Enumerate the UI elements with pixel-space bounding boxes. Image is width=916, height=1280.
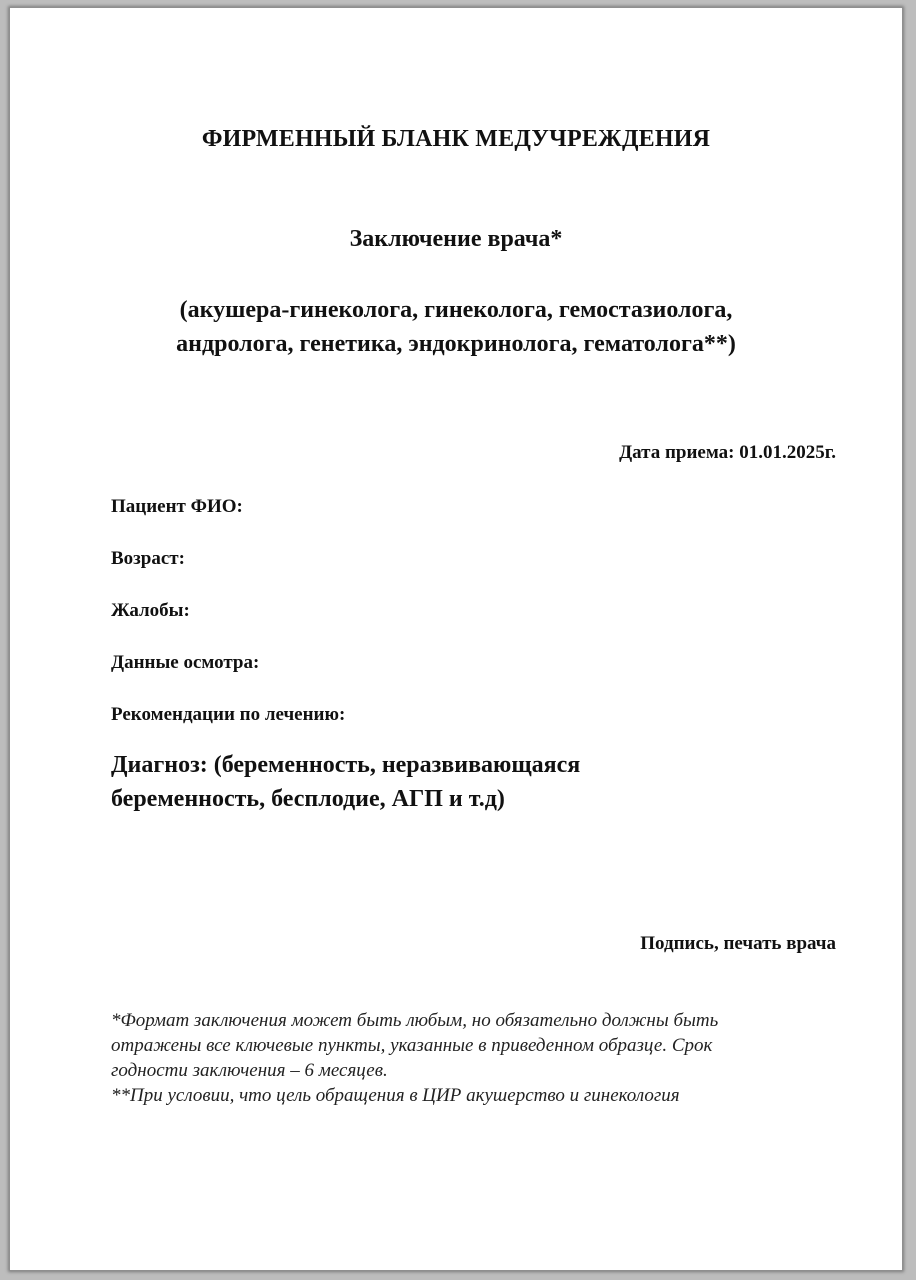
field-examination: Данные осмотра: xyxy=(111,652,260,673)
document-title: Заключение врача* xyxy=(349,226,563,252)
specialists-line-2: андролога, генетика, эндокринолога, гематолога**) xyxy=(176,331,736,357)
diagnosis-line-1: Диагноз: (беременность, неразвивающаяся xyxy=(111,752,581,778)
footnote-line-4: **При условии, что цель обращения в ЦИР акушерство и гинекология xyxy=(111,1085,680,1106)
footnote-line-2: отражены все ключевые пункты, указанные в приведенном образце. Срок xyxy=(111,1035,713,1056)
doctor-signature-label: Подпись, печать врача xyxy=(640,933,836,954)
diagnosis xyxy=(111,748,811,816)
specialists-line-1: (акушера-гинеколога, гинеколога, гемостазиолога, xyxy=(179,297,733,323)
letterhead-title: ФИРМЕННЫЙ БЛАНК МЕДУЧРЕЖДЕНИЯ xyxy=(201,126,711,152)
patient-fields xyxy=(111,494,345,754)
field-age: Возраст: xyxy=(111,548,185,569)
footnotes xyxy=(111,1008,851,1108)
footnote-line-3: годности заключения – 6 месяцев. xyxy=(111,1060,388,1081)
diagnosis-line-2: беременность, бесплодие, АГП и т.д) xyxy=(111,786,505,812)
specialists-list xyxy=(50,293,862,361)
footnote-line-1: *Формат заключения может быть любым, но обязательно должны быть xyxy=(111,1010,719,1031)
field-recommendations: Рекомендации по лечению: xyxy=(111,704,346,725)
field-patient-name: Пациент ФИО: xyxy=(111,496,243,517)
document-page xyxy=(10,8,902,1270)
visit-date: Дата приема: 01.01.2025г. xyxy=(619,442,836,463)
field-complaints: Жалобы: xyxy=(111,600,190,621)
